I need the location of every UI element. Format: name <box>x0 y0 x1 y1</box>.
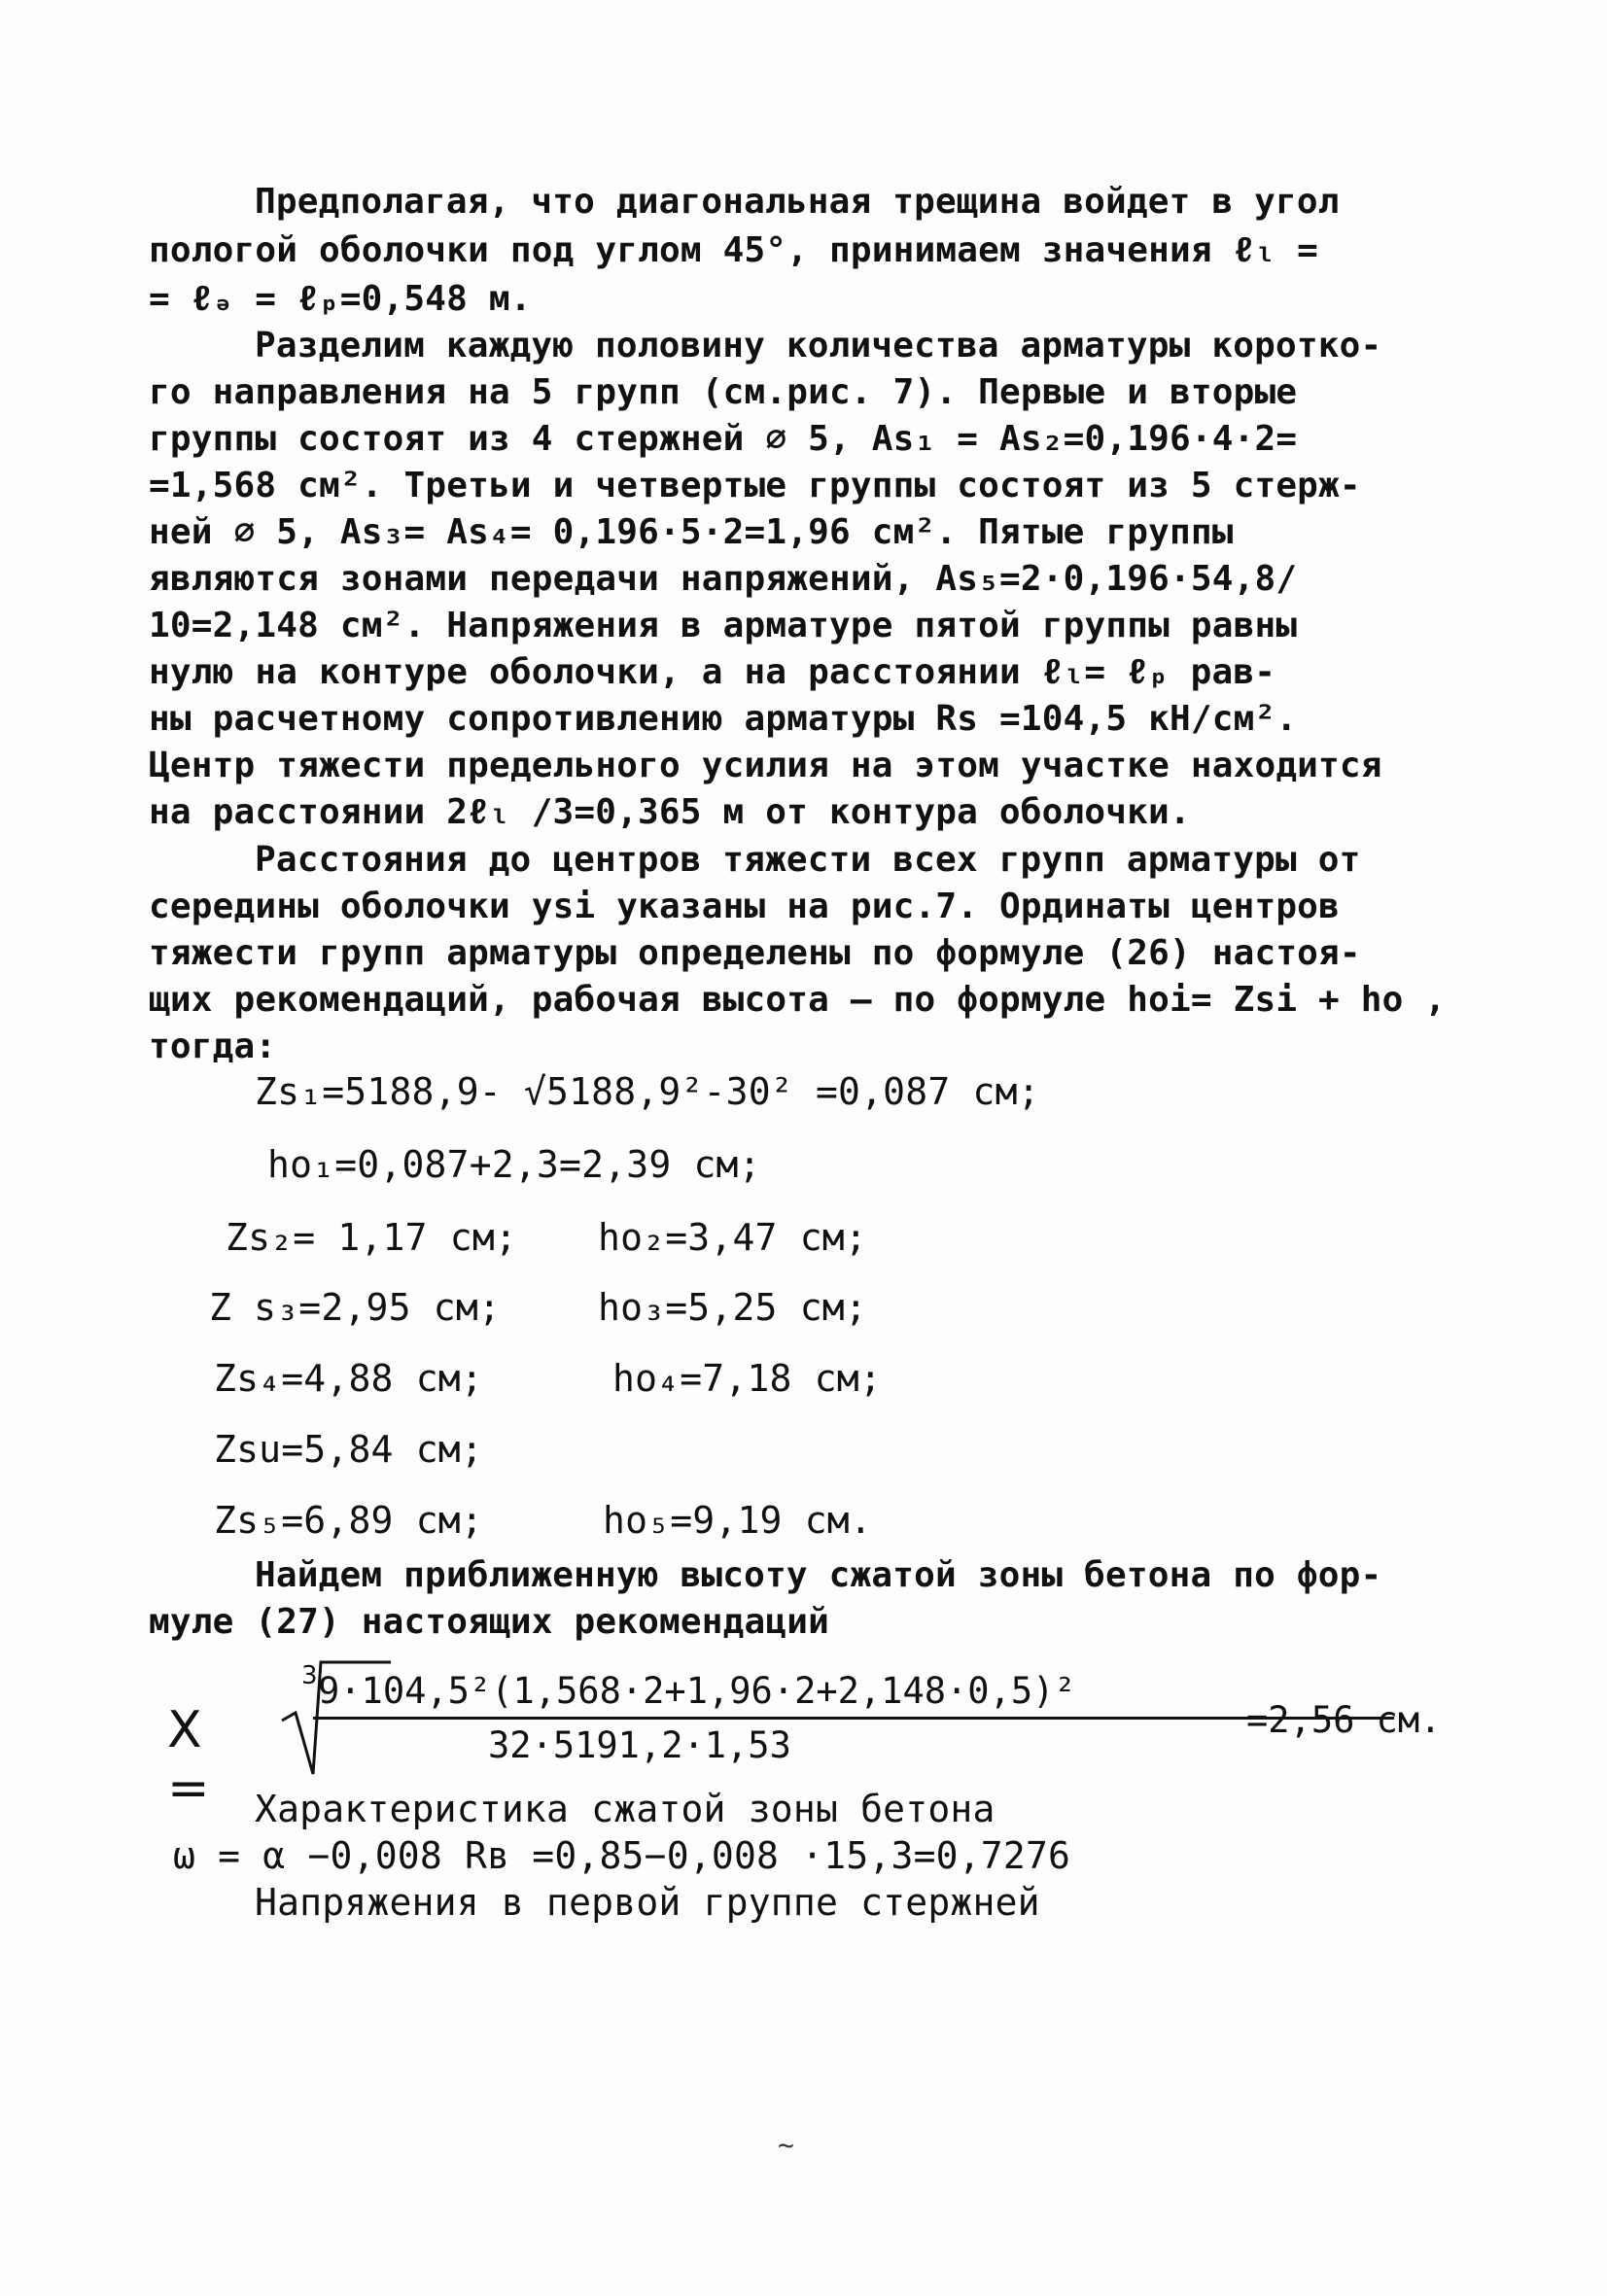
text-line: тогда: <box>149 1026 277 1066</box>
formula-zs5: Zs₅=6,89 см; <box>214 1499 483 1542</box>
formula-zs3: Z s₃=2,95 см; <box>209 1286 502 1329</box>
text-line: 10=2,148 см². Напряжения в арматуре пятой группы равны <box>149 606 1298 645</box>
text-line: муле (27) настоящих рекомендаций <box>149 1602 829 1642</box>
text-line: тяжести групп арматуры определены по формуле (26) настоя- <box>149 933 1361 973</box>
formula-zsu: Zsu=5,84 см; <box>214 1428 483 1471</box>
text-line: на расстоянии 2ℓₗ /3=0,365 м от контура оболочки. <box>149 792 1191 832</box>
fraction-bar <box>313 1717 1394 1720</box>
text-line: Разделим каждую половину количества арматуры коротко- <box>255 326 1382 365</box>
text-line: Напряжения в первой группе стержней <box>255 1881 1040 1924</box>
page-number: ~ <box>778 2129 794 2161</box>
text-line: пологой оболочки под углом 45°, принимаем значения ℓₗ = <box>149 230 1318 270</box>
formula-x-result: =2,56 см. <box>1246 1699 1442 1741</box>
text-line: являются зонами передачи напряжений, As₅=2·0,196·54,8/ <box>149 559 1298 599</box>
text-line: Расстояния до центров тяжести всех групп арматуры от <box>255 840 1361 880</box>
formula-ho3: ho₃=5,25 см; <box>598 1286 867 1329</box>
text-line: ней ∅ 5, As₃= As₄= 0,196·5·2=1,96 см². Пятые группы <box>149 512 1234 552</box>
text-line: нулю на контуре оболочки, а на расстоянии ℓₗ= ℓₚ рав- <box>149 652 1276 692</box>
text-line: щих рекомендаций, рабочая высота – по формуле hoi= Zsi + ho , <box>149 980 1447 1020</box>
formula-x-numerator: 9·104,5²(1,568·2+1,96·2+2,148·0,5)² <box>318 1670 1076 1712</box>
text-line: =1,568 см². Третьи и четвертые группы состоят из 5 стерж- <box>149 466 1361 505</box>
text-line: ны расчетному сопротивлению арматуры Rs =104,5 кН/см². <box>149 699 1298 739</box>
text-line: Найдем приближенную высоту сжатой зоны бетона по фор- <box>255 1555 1382 1595</box>
formula-omega: ω = α −0,008 Rв =0,85−0,008 ·15,3=0,7276 <box>173 1834 1071 1877</box>
text-line: = ℓₔ = ℓₚ=0,548 м. <box>149 279 532 319</box>
formula-ho1: ho₁=0,087+2,3=2,39 см; <box>267 1143 761 1186</box>
text-line: Предполагая, что диагональная трещина войдет в угол <box>255 182 1340 222</box>
formula-x-lhs: X = <box>167 1701 210 1818</box>
text-line: го направления на 5 групп (см.рис. 7). Первые и вторые <box>149 372 1298 412</box>
formula-ho2: ho₂=3,47 см; <box>598 1216 867 1259</box>
formula-zs1: Zs₁=5188,9- √5188,9²-30² =0,087 см; <box>255 1070 1040 1113</box>
text-line: Центр тяжести предельного усилия на этом участке находится <box>149 746 1382 785</box>
text-line: середины оболочки ysi указаны на рис.7. Ординаты центров <box>149 887 1340 926</box>
formula-ho5: ho₅=9,19 см. <box>603 1499 872 1542</box>
formula-ho4: ho₄=7,18 см; <box>612 1357 882 1400</box>
root-index: 3 <box>301 1661 318 1690</box>
formula-zs4: Zs₄=4,88 см; <box>214 1357 483 1400</box>
formula-x-denominator: 32·5191,2·1,53 <box>488 1724 791 1766</box>
formula-zs2: Zs₂= 1,17 см; <box>226 1216 518 1259</box>
text-line: группы состоят из 4 стержней ∅ 5, As₁ = As₂=0,196·4·2= <box>149 419 1298 459</box>
text-line: Характеристика сжатой зоны бетона <box>255 1788 996 1830</box>
